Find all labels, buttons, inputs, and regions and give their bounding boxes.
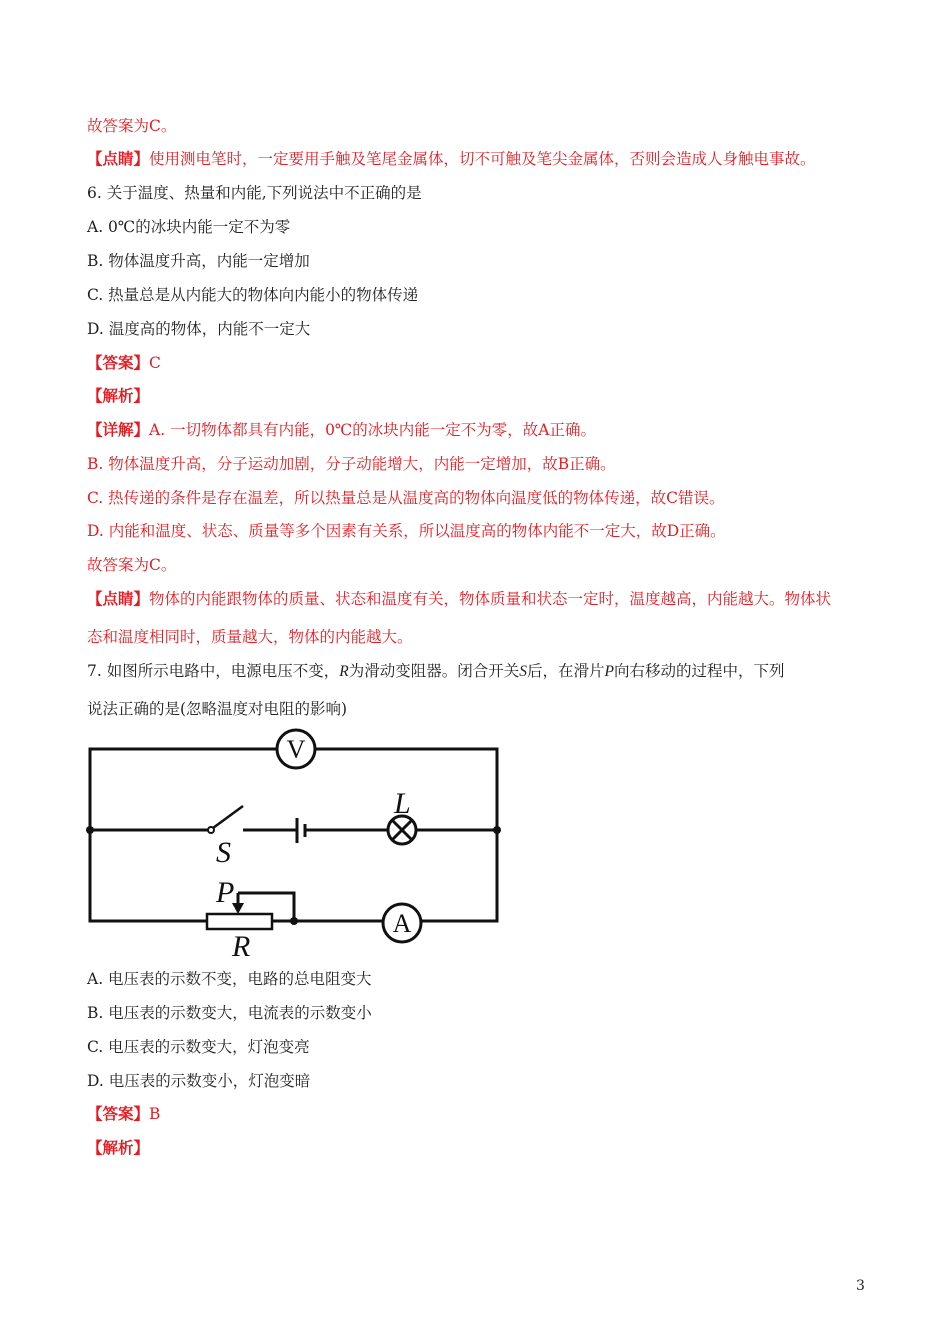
stem-part: 7. 如图所示电路中，电源电压不变， bbox=[87, 662, 340, 680]
q7-answer bbox=[87, 1104, 160, 1124]
q6-detail-c: C. 热传递的条件是存在温差，所以热量总是从温度高的物体向温度低的物体传递，故C错误。 bbox=[87, 489, 725, 507]
ammeter-label: A bbox=[392, 909, 412, 938]
q7-option-b: B. 电压表的示数变大，电流表的示数变小 bbox=[87, 1004, 372, 1022]
lamp-symbol bbox=[388, 787, 416, 844]
q6-stem: 6. 关于温度、热量和内能,下列说法中不正确的是 bbox=[87, 184, 422, 202]
q6-option-b: B. 物体温度升高，内能一定增加 bbox=[87, 252, 310, 270]
tip-tag: 【点睛】 bbox=[87, 149, 150, 168]
tip-text: 使用测电笔时，一定要用手触及笔尾金属体，切不可触及笔尖金属体，否则会造成人身触电事故。 bbox=[149, 150, 816, 168]
switch-label: S bbox=[216, 836, 231, 869]
detail-tag: 【详解】 bbox=[87, 420, 150, 439]
q6-analysis-tag: 【解析】 bbox=[87, 386, 150, 405]
tip-text: 物体的内能跟物体的质量、状态和温度有关，物体质量和状态一定时，温度越高，内能越大。物体状 bbox=[149, 590, 832, 608]
stem-part: 为滑动变阻器。闭合开关 bbox=[348, 662, 520, 680]
q7-stem-line2: 说法正确的是(忽略温度对电阻的影响) bbox=[87, 700, 348, 718]
var-s: S bbox=[519, 663, 527, 680]
q6-conclusion: 故答案为C。 bbox=[87, 556, 177, 574]
voltmeter-label: V bbox=[286, 735, 306, 764]
tip-tag: 【点睛】 bbox=[87, 589, 150, 608]
q6-detail-d: D. 内能和温度、状态、质量等多个因素有关系，所以温度高的物体内能不一定大，故D正确。 bbox=[87, 522, 726, 540]
rheostat-symbol bbox=[207, 876, 272, 963]
page-number: 3 bbox=[856, 1278, 865, 1294]
q7-option-a: A. 电压表的示数不变，电路的总电阻变大 bbox=[87, 970, 372, 988]
stem-part: 后，在滑片 bbox=[526, 662, 605, 680]
q6-option-c: C. 热量总是从内能大的物体向内能小的物体传递 bbox=[87, 286, 419, 304]
switch-symbol bbox=[208, 806, 243, 869]
slider-label: P bbox=[216, 876, 235, 909]
stem-part: 向右移动的过程中，下列 bbox=[613, 662, 785, 680]
answer-tag: 【答案】 bbox=[87, 1104, 150, 1123]
battery-symbol bbox=[297, 818, 305, 843]
voltmeter-symbol bbox=[277, 730, 315, 768]
rheostat-label: R bbox=[232, 930, 251, 963]
var-r: R bbox=[339, 663, 349, 680]
q6-detail-b: B. 物体温度升高，分子运动加剧，分子动能增大，内能一定增加，故B正确。 bbox=[87, 455, 616, 473]
answer-tag: 【答案】 bbox=[87, 353, 150, 372]
q7-option-c: C. 电压表的示数变大，灯泡变亮 bbox=[87, 1038, 310, 1056]
q6-option-a: A. 0℃的冰块内能一定不为零 bbox=[87, 218, 291, 236]
ammeter-symbol bbox=[383, 904, 421, 942]
q7-analysis-tag: 【解析】 bbox=[87, 1138, 150, 1157]
answer-value: B bbox=[149, 1105, 161, 1123]
detail-text: A. 一切物体都具有内能，0℃的冰块内能一定不为零，故A正确。 bbox=[149, 421, 596, 439]
wires bbox=[90, 749, 497, 921]
q6-option-d: D. 温度高的物体，内能不一定大 bbox=[87, 320, 311, 338]
answer-value: C bbox=[149, 354, 161, 372]
q6-tip-line2: 态和温度相同时，质量越大，物体的内能越大。 bbox=[87, 628, 413, 646]
lamp-label: L bbox=[394, 787, 411, 820]
prev-conclusion: 故答案为C。 bbox=[87, 117, 177, 135]
q7-option-d: D. 电压表的示数变小，灯泡变暗 bbox=[87, 1072, 311, 1090]
var-p: P bbox=[604, 663, 614, 680]
